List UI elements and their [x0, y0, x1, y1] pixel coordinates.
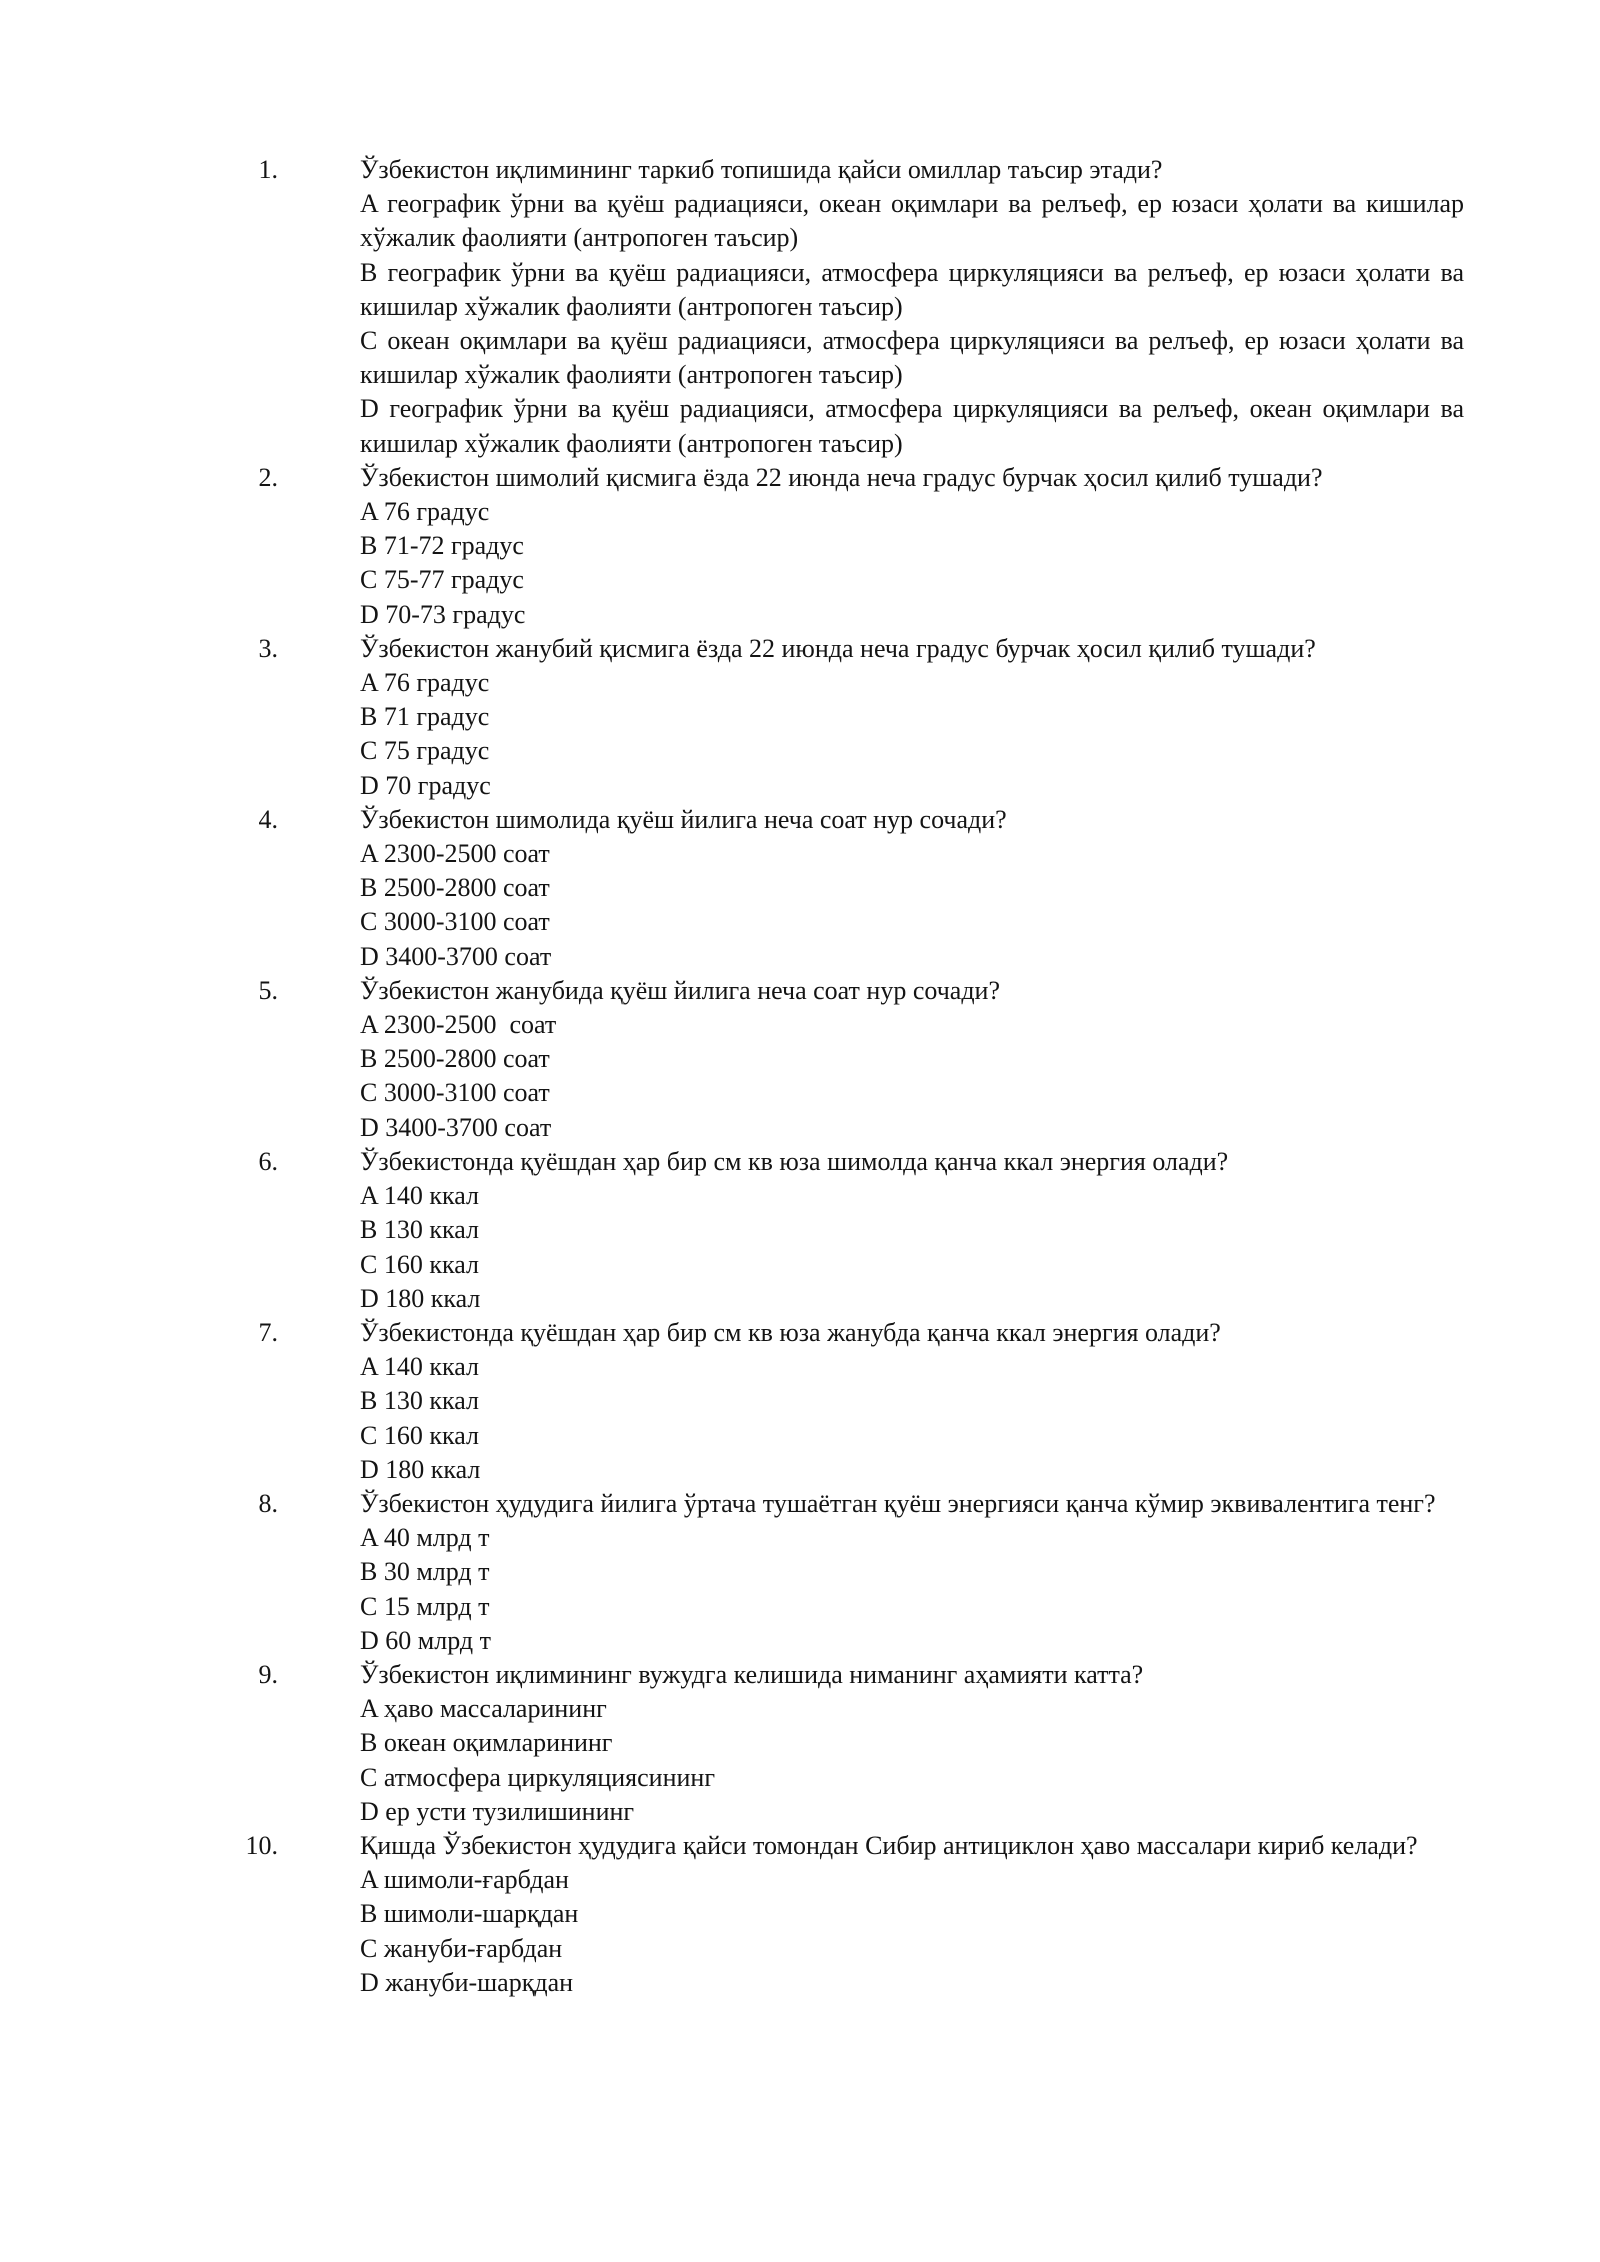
answer-option: C 3000-3100 соат: [360, 907, 550, 937]
answer-option: D 3400-3700 соат: [360, 1112, 552, 1142]
question-item: [0, 153, 1600, 461]
question-body: [360, 153, 1471, 461]
answer-option: C океан оқимлари ва қуёш радиацияси, атмосфера циркуляцияси ва релъеф, ер юзаси ҳолати ва кишилар хўжалик фаолияти (антропоген таъсир): [360, 326, 1471, 390]
answer-option: B географик ўрни ва қуёш радиацияси, атмосфера циркуляцияси ва релъеф, ер юзаси ҳолати ва кишилар хўжалик фаолияти (антропоген таъсир): [360, 257, 1471, 321]
question-number: 5.: [258, 975, 278, 1005]
question-item: [0, 1829, 1600, 2000]
answer-option: A 140 ккал: [360, 1352, 479, 1382]
question-text: Ўзбекистон жанубида қуёш йилига неча соат нур сочади?: [360, 975, 1000, 1005]
question-body: [360, 461, 1464, 632]
question-text: Ўзбекистон иқлимининг вужудга келишида ниманинг аҳамияти катта?: [360, 1659, 1144, 1689]
answer-option: A шимоли-ғарбдан: [360, 1865, 569, 1895]
question-text: Ўзбекистон шимолида қуёш йилига неча соат нур сочади?: [360, 804, 1007, 834]
answer-option: D ер усти тузилишининг: [360, 1796, 635, 1826]
answer-option: A 2300-2500 соат: [360, 839, 550, 869]
question-text: Ўзбекистон жанубий қисмига ёзда 22 июнда неча градус бурчак ҳосил қилиб тушади?: [360, 633, 1316, 663]
question-item: [0, 1487, 1600, 1658]
question-text: Ўзбекистон ҳудудига йилига ўртача тушаётган қуёш энергияси қанча кўмир эквивалентига тенг?: [360, 1488, 1436, 1518]
answer-option: C атмосфера циркуляциясининг: [360, 1762, 715, 1792]
question-number: 9.: [258, 1659, 278, 1689]
question-number: 7.: [258, 1317, 278, 1347]
question-item: [0, 1316, 1600, 1487]
answer-option: D 180 ккал: [360, 1454, 481, 1484]
answer-option: A 76 градус: [360, 497, 490, 527]
question-body: [360, 1658, 1464, 1829]
question-number: 1.: [258, 155, 278, 184]
answer-option: B 30 млрд т: [360, 1557, 490, 1587]
question-item: [0, 461, 1600, 632]
answer-option: C 3000-3100 соат: [360, 1078, 550, 1108]
question-number: 10.: [245, 1830, 278, 1860]
question-body: [360, 974, 1464, 1145]
question-text: Қишда Ўзбекистон ҳудудига қайси томондан Сибир антициклон ҳаво массалари кириб келади?: [360, 1830, 1418, 1860]
answer-option: B шимоли-шарқдан: [360, 1899, 579, 1929]
answer-option: A 76 градус: [360, 668, 490, 698]
answer-option: C 15 млрд т: [360, 1591, 490, 1621]
question-item: [0, 1145, 1600, 1316]
question-number: 2.: [258, 462, 278, 492]
answer-option: A ҳаво массаларининг: [360, 1694, 607, 1724]
question-list: [0, 153, 1600, 2000]
answer-option: C жануби-ғарбдан: [360, 1933, 563, 1963]
answer-option: D 70 градус: [360, 770, 491, 800]
answer-option: B 71 градус: [360, 702, 490, 732]
answer-option: A 2300-2500 соат: [360, 1010, 557, 1040]
question-item: [0, 1658, 1600, 1829]
question-text: Ўзбекистон шимолий қисмига ёзда 22 июнда неча градус бурчак ҳосил қилиб тушади?: [360, 462, 1323, 492]
answer-option: C 160 ккал: [360, 1420, 479, 1450]
question-text: Ўзбекистон иқлимининг таркиб топишида қайси омиллар таъсир этади?: [360, 155, 1163, 184]
answer-option: A географик ўрни ва қуёш радиацияси, океан оқимлари ва релъеф, ер юзаси ҳолати ва кишилар хўжалик фаолияти (антропоген таъсир): [360, 189, 1471, 253]
question-number: 8.: [258, 1488, 278, 1518]
question-text: Ўзбекистонда қуёшдан ҳар бир см кв юза жанубда қанча ккал энергия олади?: [360, 1317, 1221, 1347]
question-number: 4.: [258, 804, 278, 834]
question-body: [360, 803, 1464, 974]
question-item: [0, 632, 1600, 803]
question-number: 3.: [258, 633, 278, 663]
answer-option: C 75-77 градус: [360, 565, 524, 595]
answer-option: D 70-73 градус: [360, 599, 526, 629]
answer-option: D жануби-шарқдан: [360, 1967, 574, 1997]
question-body: [360, 1145, 1464, 1316]
question-body: [360, 1316, 1464, 1487]
answer-option: B 71-72 градус: [360, 531, 524, 561]
answer-option: A 140 ккал: [360, 1181, 479, 1211]
answer-option: D 3400-3700 соат: [360, 941, 552, 971]
answer-option: B 2500-2800 соат: [360, 1044, 550, 1074]
question-item: [0, 974, 1600, 1145]
question-body: [360, 632, 1464, 803]
answer-option: D 180 ккал: [360, 1283, 481, 1313]
answer-option: D географик ўрни ва қуёш радиацияси, атмосфера циркуляцияси ва релъеф, океан оқимлари ва кишилар хўжалик фаолияти (антропоген таъсир): [360, 394, 1471, 458]
question-text: Ўзбекистонда қуёшдан ҳар бир см кв юза шимолда қанча ккал энергия олади?: [360, 1146, 1229, 1176]
question-body: [360, 1487, 1464, 1658]
answer-option: D 60 млрд т: [360, 1625, 491, 1655]
answer-option: A 40 млрд т: [360, 1523, 490, 1553]
answer-option: C 160 ккал: [360, 1249, 479, 1279]
answer-option: B океан оқимларининг: [360, 1728, 613, 1758]
answer-option: B 2500-2800 соат: [360, 873, 550, 903]
question-number: 6.: [258, 1146, 278, 1176]
question-item: [0, 803, 1600, 974]
answer-option: B 130 ккал: [360, 1215, 479, 1245]
answer-option: B 130 ккал: [360, 1386, 479, 1416]
answer-option: C 75 градус: [360, 736, 490, 766]
question-body: [360, 1829, 1464, 2000]
